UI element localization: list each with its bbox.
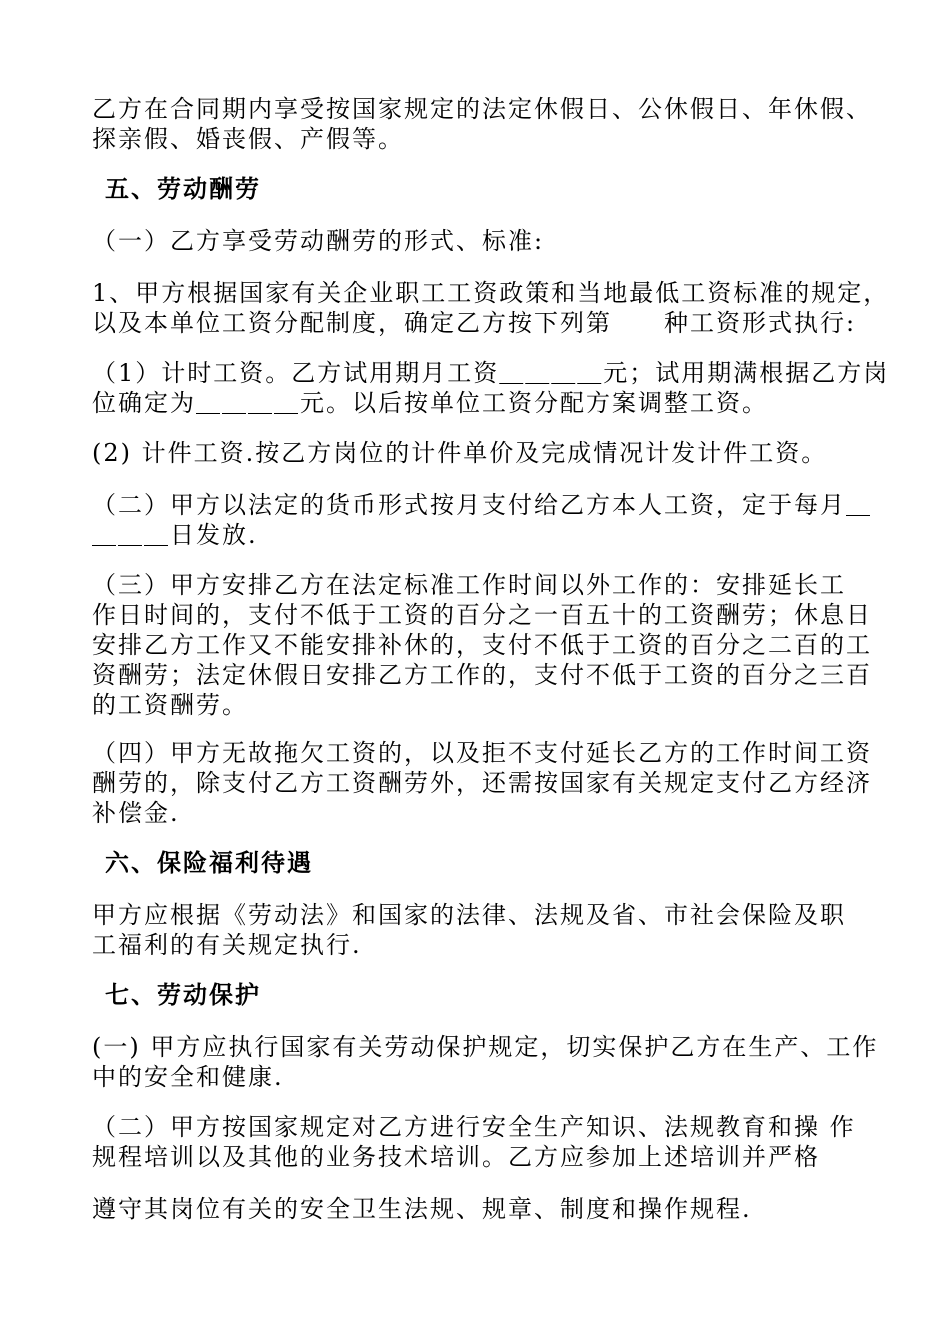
text-line: 甲方应根据《劳动法》和国家的法律、法规及省、市社会保险及职 [92, 901, 846, 929]
text-line: 资酬劳；法定休假日安排乙方工作的，支付不低于工资的百分之三百 [92, 661, 872, 689]
text-line: 1、甲方根据国家有关企业职工工资政策和当地最低工资标准的规定， [92, 279, 890, 307]
text-line: (2) 计件工资.按乙方岗位的计件单价及完成情况计发计件工资。 [92, 439, 828, 467]
text-line: 安排乙方工作又不能安排补休的，支付不低于工资的百分之二百的工 [92, 631, 872, 659]
paragraph-labor-protection [92, 1032, 882, 1092]
paragraph-insurance [92, 900, 882, 960]
text-line: 探亲假、婚丧假、产假等。 [92, 125, 404, 153]
section-heading-7: 七、劳动保护 [105, 980, 261, 1009]
text-line: (一) 甲方应执行国家有关劳动保护规定，切实保护乙方在生产、工作 [92, 1033, 879, 1061]
text-line: 中的安全和健康. [92, 1063, 284, 1091]
paragraph-overtime [92, 570, 882, 720]
text-line: （一）乙方享受劳动酬劳的形式、标准: [92, 227, 545, 255]
text-line: 酬劳的，除支付乙方工资酬劳外，还需按国家有关规定支付乙方经济 [92, 769, 872, 797]
text-line: 位确定为＿＿＿＿元。以后按单位工资分配方案调整工资。 [92, 389, 768, 417]
text-line: ＿＿＿日发放. [92, 521, 258, 549]
text-line: （二）甲方按国家规定对乙方进行安全生产知识、法规教育和操 作 [92, 1113, 856, 1141]
paragraph-training [92, 1112, 882, 1172]
text-line: 规程培训以及其他的业务技术培训。乙方应参加上述培训并严格 [92, 1143, 820, 1171]
paragraph-safety-rules [92, 1194, 882, 1224]
text-line: 的工资酬劳。 [92, 691, 248, 719]
text-line: 乙方在合同期内享受按国家规定的法定休假日、公休假日、年休假、 [92, 95, 872, 123]
section-heading-6: 六、保险福利待遇 [105, 848, 313, 877]
text-line: 遵守其岗位有关的安全卫生法规、规章、制度和操作规程. [92, 1195, 752, 1223]
paragraph-wage-policy [92, 278, 890, 338]
paragraph-holidays [92, 94, 882, 154]
text-line: （1）计时工资。乙方试用期月工资＿＿＿＿元；试用期满根据乙方岗 [92, 359, 890, 387]
section-heading-5: 五、劳动酬劳 [105, 174, 261, 203]
text-line: 作日时间的，支付不低于工资的百分之一百五十的工资酬劳；休息日 [92, 601, 872, 629]
text-line: 补偿金. [92, 799, 180, 827]
text-line: （四）甲方无故拖欠工资的，以及拒不支付延长乙方的工作时间工资 [92, 739, 872, 767]
paragraph-piece-wage [92, 438, 882, 468]
paragraph-remuneration-form [92, 226, 882, 256]
text-line: 以及本单位工资分配制度，确定乙方按下列第 种工资形式执行: [92, 309, 857, 337]
paragraph-payment-date [92, 490, 882, 550]
text-line: （二）甲方以法定的货币形式按月支付给乙方本人工资，定于每月＿ [92, 491, 872, 519]
text-line: 工福利的有关规定执行. [92, 931, 362, 959]
paragraph-time-wage [92, 358, 890, 418]
text-line: （三）甲方安排乙方在法定标准工作时间以外工作的：安排延长工 [92, 571, 846, 599]
paragraph-arrears [92, 738, 882, 828]
